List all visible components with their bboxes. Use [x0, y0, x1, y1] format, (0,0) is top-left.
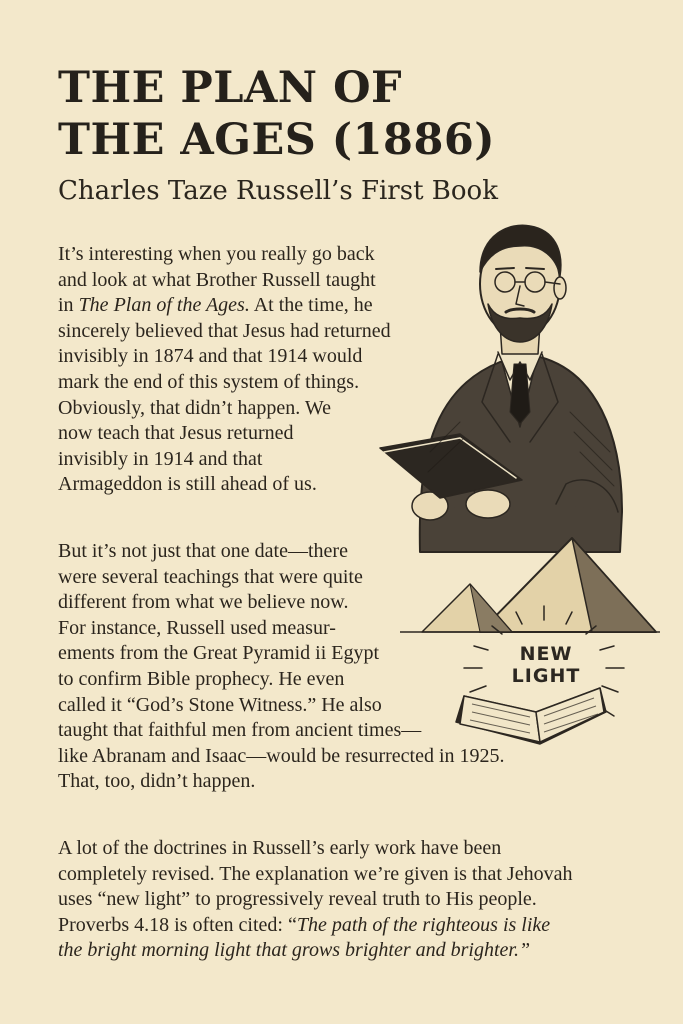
- paragraph-3: [58, 836, 572, 964]
- open-book-left-page: [460, 696, 540, 742]
- text-segment: in: [58, 294, 79, 317]
- book-title-italic: The Plan of the Ages.: [78, 294, 250, 317]
- paragraph-1-line: now teach that Jesus returned: [58, 422, 294, 445]
- paragraph-2-line: were several teachings that were quite: [58, 565, 363, 588]
- page-title: [58, 62, 658, 166]
- portrait-of-russell: [380, 225, 622, 552]
- paragraph-3-line: uses “new light” to progressively reveal truth to His people.: [58, 888, 537, 911]
- paragraph-2-line: ements from the Great Pyramid ii Egypt: [58, 642, 380, 665]
- text-segment: Proverbs 4.18 is often cited: “: [58, 913, 297, 936]
- open-book-icon: [456, 688, 606, 744]
- paragraph-3-line: [58, 938, 572, 964]
- paragraph-2-line: like Abranam and Isaac—would be resurrected in 1925.: [58, 744, 505, 767]
- text-segment: At the time, he: [249, 294, 373, 317]
- paragraph-2-line: But it’s not just that one date—there: [58, 540, 348, 562]
- title-line-2: THE AGES (1886): [58, 115, 496, 165]
- paragraph-1-line: invisibly in 1914 and that: [58, 447, 263, 470]
- new-light-badge-line-1: NEW: [519, 643, 573, 665]
- illustration: [360, 212, 670, 772]
- paragraph-3-line: A lot of the doctrines in Russell’s early work have been: [58, 837, 502, 859]
- paragraph-1-line: mark the end of this system of things.: [58, 370, 360, 393]
- tie: [510, 364, 530, 424]
- right-hand: [466, 490, 510, 518]
- paragraph-1-line: [58, 293, 391, 319]
- paragraph-3-line: completely revised. The explanation we’re given is that Jehovah: [58, 862, 573, 885]
- scripture-quote-italic: the bright morning light that grows brighter and brighter.”: [58, 939, 531, 962]
- title-line-1: THE PLAN OF: [58, 63, 403, 113]
- paragraph-1-line: sincerely believed that Jesus had returned: [58, 319, 391, 342]
- paragraph-2-line: different from what we believe now.: [58, 591, 349, 614]
- paragraph-2-line: That, too, didn’t happen.: [58, 770, 256, 793]
- russell-illustration: [360, 212, 670, 772]
- paragraph-1-line: invisibly in 1874 and that 1914 would: [58, 345, 363, 368]
- paragraph-1-line: Armageddon is still ahead of us.: [58, 473, 317, 496]
- paragraph-2-line: For instance, Russell used measur-: [58, 616, 336, 639]
- scripture-quote-italic: The path of the righteous is like: [296, 913, 551, 936]
- ear: [554, 277, 566, 299]
- paragraph-2-line: called it “God’s Stone Witness.” He also: [58, 693, 382, 716]
- paragraph-1-line: Obviously, that didn’t happen. We: [58, 396, 331, 419]
- paragraph-1-line: It’s interesting when you really go back: [58, 243, 375, 265]
- page-subtitle: Charles Taze Russell’s First Book: [58, 176, 498, 206]
- paragraph-1: [58, 242, 391, 498]
- new-light-badge-line-2: LIGHT: [511, 665, 581, 687]
- paragraph-1-line: and look at what Brother Russell taught: [58, 268, 376, 291]
- paragraph-2-line: taught that faithful men from ancient times—: [58, 719, 422, 742]
- paragraph-3-line: [58, 913, 572, 939]
- paragraph-2-line: to confirm Bible prophecy. He even: [58, 667, 345, 690]
